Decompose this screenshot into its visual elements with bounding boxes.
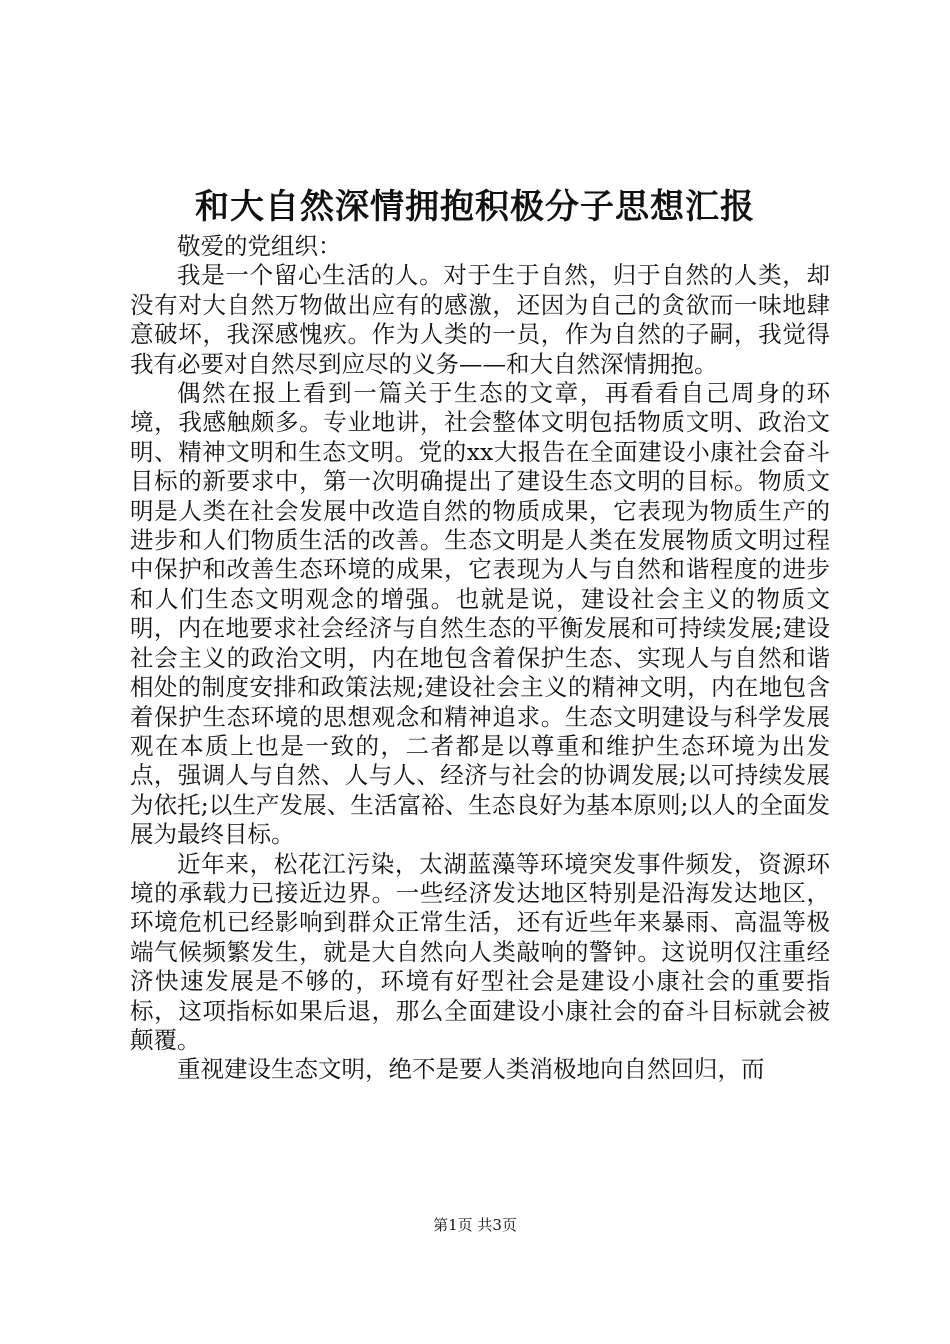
paragraph: 我是一个留心生活的人。对于生于自然，归于自然的人类，却没有对大自然万物做出应有的感激，还因为自己的贪欲而一味地肆意破坏，我深感愧疚。作为人类的一员，作为自然的子嗣，我觉得我有必要对自然尽到应尽的义务——和大自然深情拥抱。 [130,261,830,378]
document-title: 和大自然深情拥抱积极分子思想汇报 [195,187,755,227]
paragraph: 重视建设生态文明，绝不是要人类消极地向自然回归，而 [177,1055,765,1084]
paragraph: 近年来，松花江污染，太湖蓝藻等环境突发事件频发，资源环境的承载力已接近边界。一些经济发达地区特别是沿海发达地区，环境危机已经影响到群众正常生活，还有近些年来暴雨、高温等极端气候频繁发生，就是大自然向人类敲响的警钟。这说明仅注重经济快速发展是不够的，环境有好型社会是建设小康社会的重要指标，这项指标如果后退，那么全面建设小康社会的奋斗目标就会被颠覆。 [130,849,830,1054]
document-body [130,232,830,1085]
page-footer: 第1页 共3页 [433,1216,517,1234]
paragraph: 偶然在报上看到一篇关于生态的文章，再看看自己周身的环境，我感触颇多。专业地讲，社会整体文明包括物质文明、政治文明、精神文明和生态文明。党的xx大报告在全面建设小康社会奋斗目标的新要求中，第一次明确提出了建设生态文明的目标。物质文明是人类在社会发展中改造自然的物质成果，它表现为物质生产的进步和人们物质生活的改善。生态文明是人类在发展物质文明过程中保护和改善生态环境的成果，它表现为人与自然和谐程度的进步和人们生态文明观念的增强。也就是说，建设社会主义的物质文明，内在地要求社会经济与自然生态的平衡发展和可持续发展;建设社会主义的政治文明，内在地包含着保护生态、实现人与自然和谐相处的制度安排和政策法规;建设社会主义的精神文明，内在地包含着保护生态环境的思想观念和精神追求。生态文明建设与科学发展观在本质上也是一致的，二者都是以尊重和维护生态环境为出发点，强调人与自然、人与人、经济与社会的协调发展;以可持续发展为依托;以生产发展、生活富裕、生态良好为基本原则;以人的全面发展为最终目标。 [130,379,830,849]
salutation: 敬爱的党组织： [177,232,342,260]
